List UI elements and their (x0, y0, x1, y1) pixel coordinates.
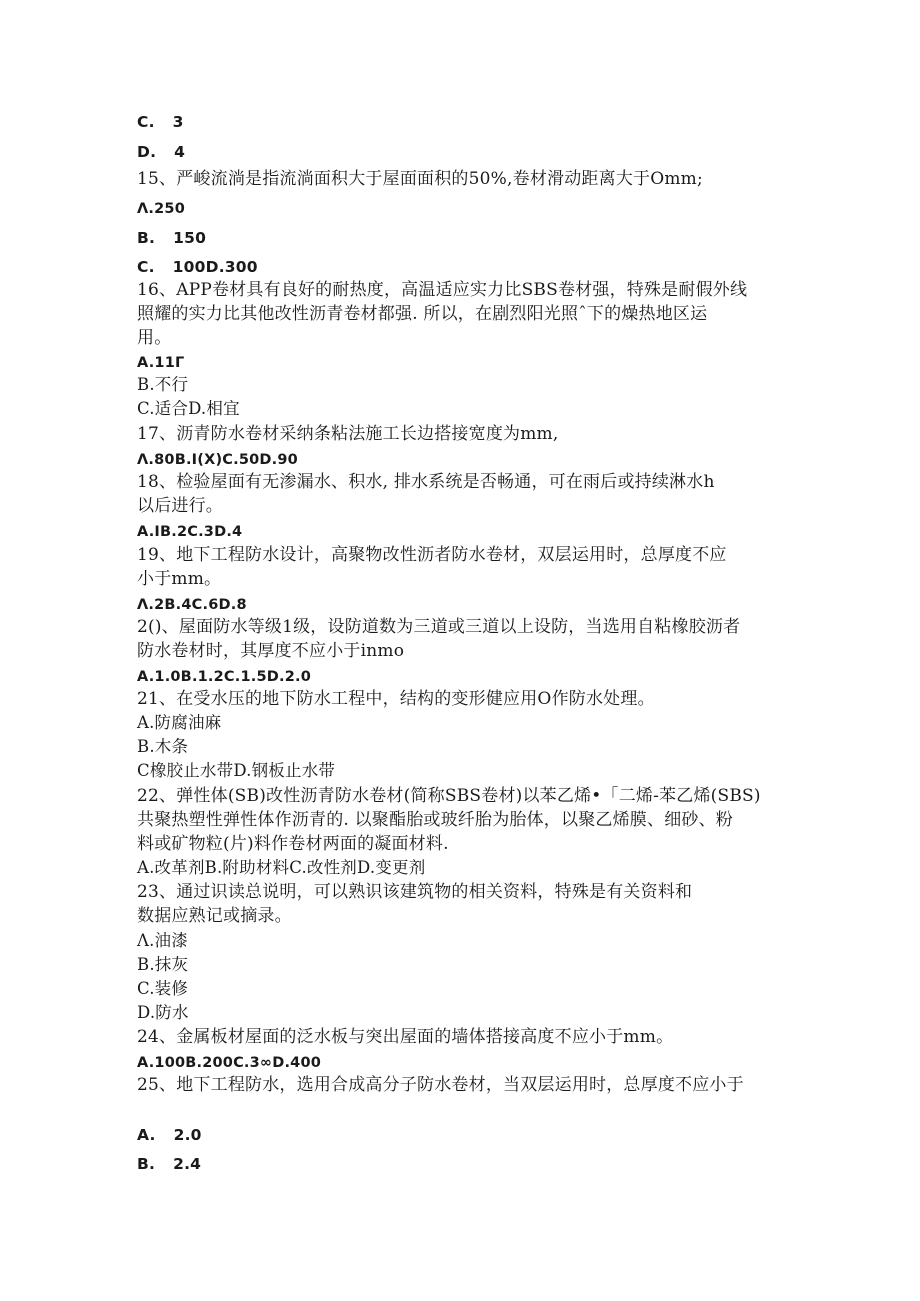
question-16-cont: 用。 (137, 328, 172, 348)
question-22-cont: 料或矿物粒(片)料作卷材两面的凝面材料. (137, 834, 449, 854)
answer-options: B.木条 (137, 737, 189, 756)
question-17: 17、沥青防水卷材采纳条粘法施工长边搭接宽度为mm, (137, 424, 559, 444)
option-line (137, 1124, 202, 1146)
question-19: 19、地下工程防水设计，高聚物改性沥者防水卷材，双层运用时，总厚度不应 (137, 545, 727, 565)
question-18-cont: 以后进行。 (137, 496, 223, 516)
answer-options: B.抹灰 (137, 955, 189, 974)
answer-options: Λ.80B.I(X)C.50D.90 (137, 452, 298, 468)
option-line (137, 256, 258, 278)
question-24: 24、金属板材屋面的泛水板与突出屋面的墙体搭接高度不应小于mm。 (137, 1027, 674, 1047)
question-20: 2()、屋面防水等级1级，设防道数为三道或三道以上设防，当选用自粘橡胶沥者 (137, 617, 741, 637)
answer-options: A.1.0B.1.2C.1.5D.2.0 (137, 669, 311, 685)
answer-options: Λ.2B.4C.6D.8 (137, 597, 247, 613)
answer-options: C.适合D.相宜 (137, 399, 240, 418)
answer-options: C橡胶止水带D.钢板止水带 (137, 761, 336, 780)
answer-options: A.11Γ (137, 355, 185, 371)
answer-options: A.100B.200C.3∞D.400 (137, 1055, 322, 1071)
option-label: B. (137, 229, 156, 247)
answer-options: C.装修 (137, 979, 189, 998)
option-label: B. (137, 1155, 156, 1173)
answer-options: Λ.250 (137, 201, 185, 217)
option-line (137, 227, 206, 249)
question-20-cont: 防水卷材时，其厚度不应小于inmo (137, 641, 405, 661)
answer-options: A.防腐油麻 (137, 713, 222, 732)
answer-options: B.不行 (137, 375, 189, 394)
option-line (137, 111, 184, 133)
question-18: 18、检验屋面有无渗漏水、积水, 排水系统是否畅通，可在雨后或持续淋水h (137, 472, 715, 492)
answer-options: Λ.油漆 (137, 931, 188, 950)
option-value: 4 (174, 143, 186, 161)
question-25: 25、地下工程防水，选用合成高分子防水卷材，当双层运用时，总厚度不应小于 (137, 1075, 744, 1095)
option-value: 3 (172, 113, 184, 131)
question-23-cont: 数据应熟记或摘录。 (137, 906, 292, 926)
option-value: 2.0 (173, 1126, 202, 1144)
question-16-cont: 照耀的实力比其他改性沥青卷材都强. 所以，在剧烈阳光照ˆ下的燥热地区运 (137, 304, 708, 324)
answer-options: D.防水 (137, 1003, 189, 1022)
option-label: C. (137, 258, 155, 276)
question-16: 16、APP卷材具有良好的耐热度，高温适应实力比SBS卷材强，特殊是耐假外线 (137, 280, 748, 300)
option-label: A. (137, 1126, 156, 1144)
option-line (137, 1153, 201, 1175)
option-value: 100D.300 (172, 258, 258, 276)
option-label: D. (137, 143, 157, 161)
option-value: 150 (173, 229, 207, 247)
question-15: 15、严峻流淌是指流淌面积大于屋面面积的50%,卷材滑动距离大于Omm; (137, 169, 703, 189)
answer-options: A.IB.2C.3D.4 (137, 524, 243, 540)
question-19-cont: 小于mm。 (137, 569, 222, 589)
option-line (137, 141, 185, 163)
question-23: 23、通过识读总说明，可以熟识该建筑物的相关资料，特殊是有关资料和 (137, 882, 693, 902)
question-21: 21、在受水压的地下防水工程中，结构的变形健应用O作防水处理。 (137, 689, 655, 709)
answer-options: A.改革剂B.附助材料C.改性剂D.变更剂 (137, 858, 426, 877)
option-value: 2.4 (173, 1155, 202, 1173)
option-label: C. (137, 113, 155, 131)
question-22: 22、弹性体(SB)改性沥青防水卷材(简称SBS卷材)以苯乙烯•「二烯-苯乙烯(SBS) (137, 786, 761, 806)
question-22-cont: 共聚热塑性弹性体作沥青的. 以聚酯胎或玻纤胎为胎体，以聚乙烯膜、细砂、粉 (137, 810, 734, 830)
